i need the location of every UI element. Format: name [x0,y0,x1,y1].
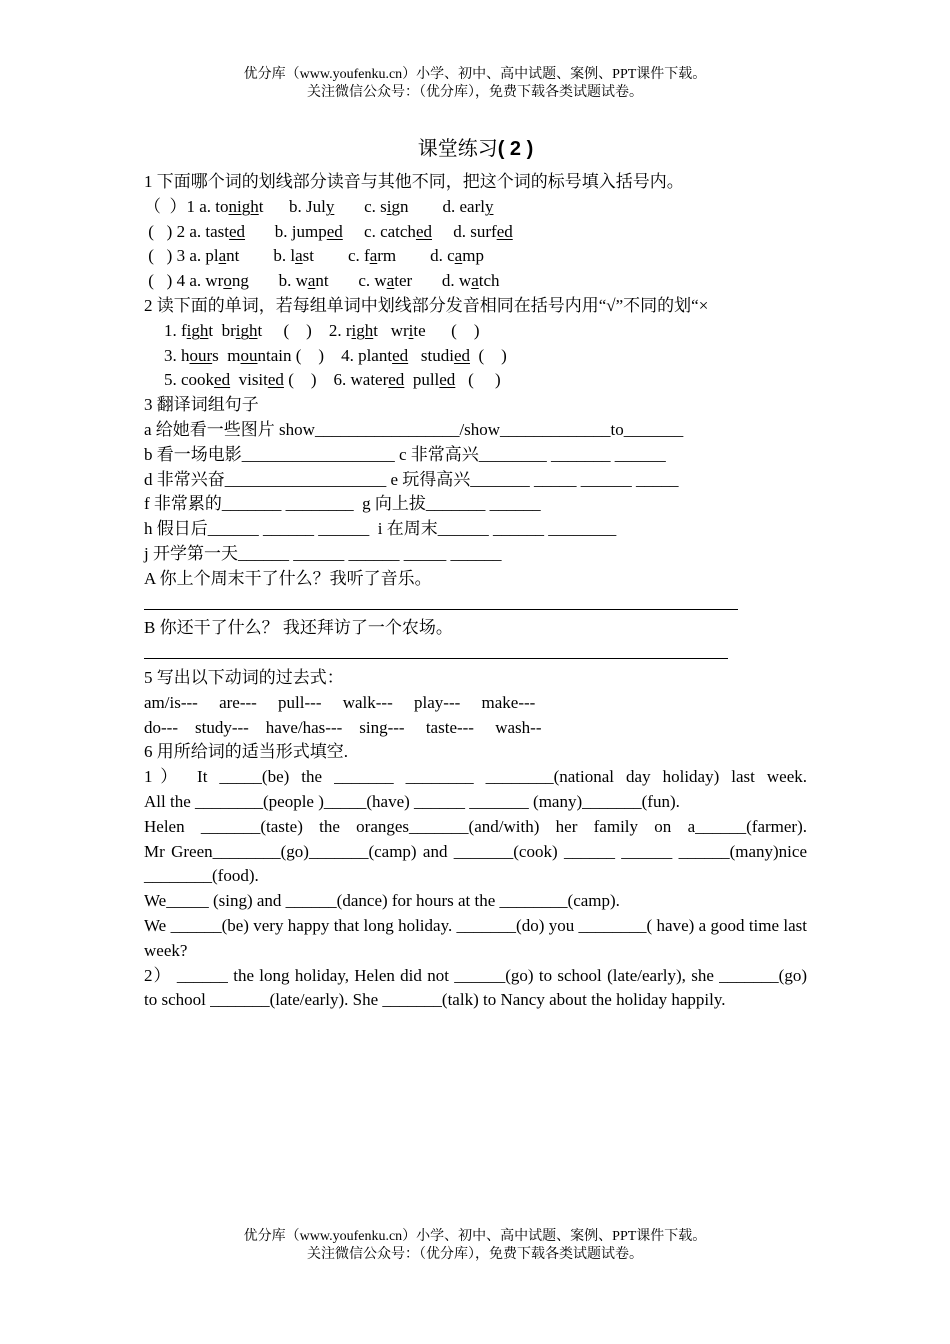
q3-line: h 假日后______ ______ ______ i 在周末______ ______ ________ [144,519,617,539]
q3-line: d 非常兴奋___________________ e 玩得高兴_______ _____ ______ _____ [144,469,679,489]
q1-row: ( ) 3 a. plant b. last c. farm d. camp [144,246,484,266]
q1-row: ( ) 2 a. tasted b. jumped c. catched d. surfed [144,221,513,241]
q6-paragraph: We ______(be) very happy that long holiday. _______(do) you ________( have) a good time last week? [144,915,807,960]
q1-row: ( ) 4 a. wrong b. want c. water d. watch [144,271,500,291]
title-number: ( 2 ) [497,138,534,160]
header-line-1: 优分库（www.youfenku.cn）小学、初中、高中试题、案例、PPT课件下载。 [243,67,707,82]
q3-sentence-b: B 你还干了什么？ 我还拜访了一个农场。 [144,618,453,638]
worksheet [144,132,807,1013]
title-text: 课堂练习 [417,138,498,160]
page-header [0,66,950,102]
q3-line: a 给她看一些图片 show_________________/show_____________to_______ [144,419,684,439]
q6-paragraph: 2） ______ the long holiday, Helen did not ______(go) to school (late/early), she _______(go) to school _______(late/early). She _______(talk) to Nancy about the holiday happily. [144,965,807,1010]
answer-line[interactable] [144,592,807,617]
q5-row: am/is--- are--- pull--- walk--- play--- make--- [144,692,536,712]
q1-row: （ ）1 a. tonight b. July c. sign d. early [144,196,494,216]
q3-line: j 开学第一天______ ______ ______ _____ ______ [144,543,502,563]
page-footer [0,1228,950,1264]
header-line-2: 关注微信公众号：（优分库），免费下载各类试题试卷。 [307,85,643,100]
q6-paragraph: 1） It _____(be) the _______ ________ ________(national day holiday) last week. [144,767,807,787]
q6-heading: 6 用所给词的适当形式填空. [144,742,348,762]
q6-paragraph: We_____ (sing) and ______(dance) for hours at the ________(camp). [144,891,620,911]
q2-row: 5. cooked visited ( ) 6. watered pulled ( ) [164,370,501,390]
q5-row: do--- study--- have/has--- sing--- taste--- wash-- [144,717,542,737]
q3-line: b 看一场电影__________________ c 非常高兴________ _______ ______ [144,444,666,464]
q3-line: f 非常累的_______ ________ g 向上拔_______ ______ [144,494,541,514]
q3-sentence-a: A 你上个周末干了什么？我听了音乐。 [144,568,432,588]
footer-line-1: 优分库（www.youfenku.cn）小学、初中、高中试题、案例、PPT课件下载。 [243,1229,707,1244]
q6-paragraph: Helen _______(taste) the oranges_______(and/with) her family on a______(farmer). [144,816,807,836]
q5-heading: 5 写出以下动词的过去式： [144,667,344,687]
q6-paragraph: All the ________(people )_____(have) ______ _______ (many)_______(fun). [144,791,680,811]
q2-row: 3. hours mountain ( ) 4. planted studied ( ) [164,345,507,365]
q2-row: 1. fight bright ( ) 2. right write ( ) [164,320,480,340]
footer-line-2: 关注微信公众号：（优分库），免费下载各类试题试卷。 [307,1247,643,1262]
q6-paragraph: Mr Green________(go)_______(camp) and _______(cook) ______ ______ ______(many)nice ________(food). [144,841,807,886]
q1-heading: 1 下面哪个词的划线部分读音与其他不同，把这个词的标号填入括号内。 [144,172,684,191]
q3-heading: 3 翻译词组句子 [144,395,259,415]
page-title [144,132,807,166]
answer-line[interactable] [144,641,807,666]
q2-heading: 2 读下面的单词，若每组单词中划线部分发音相同在括号内用“√”不同的划“× [144,295,709,315]
